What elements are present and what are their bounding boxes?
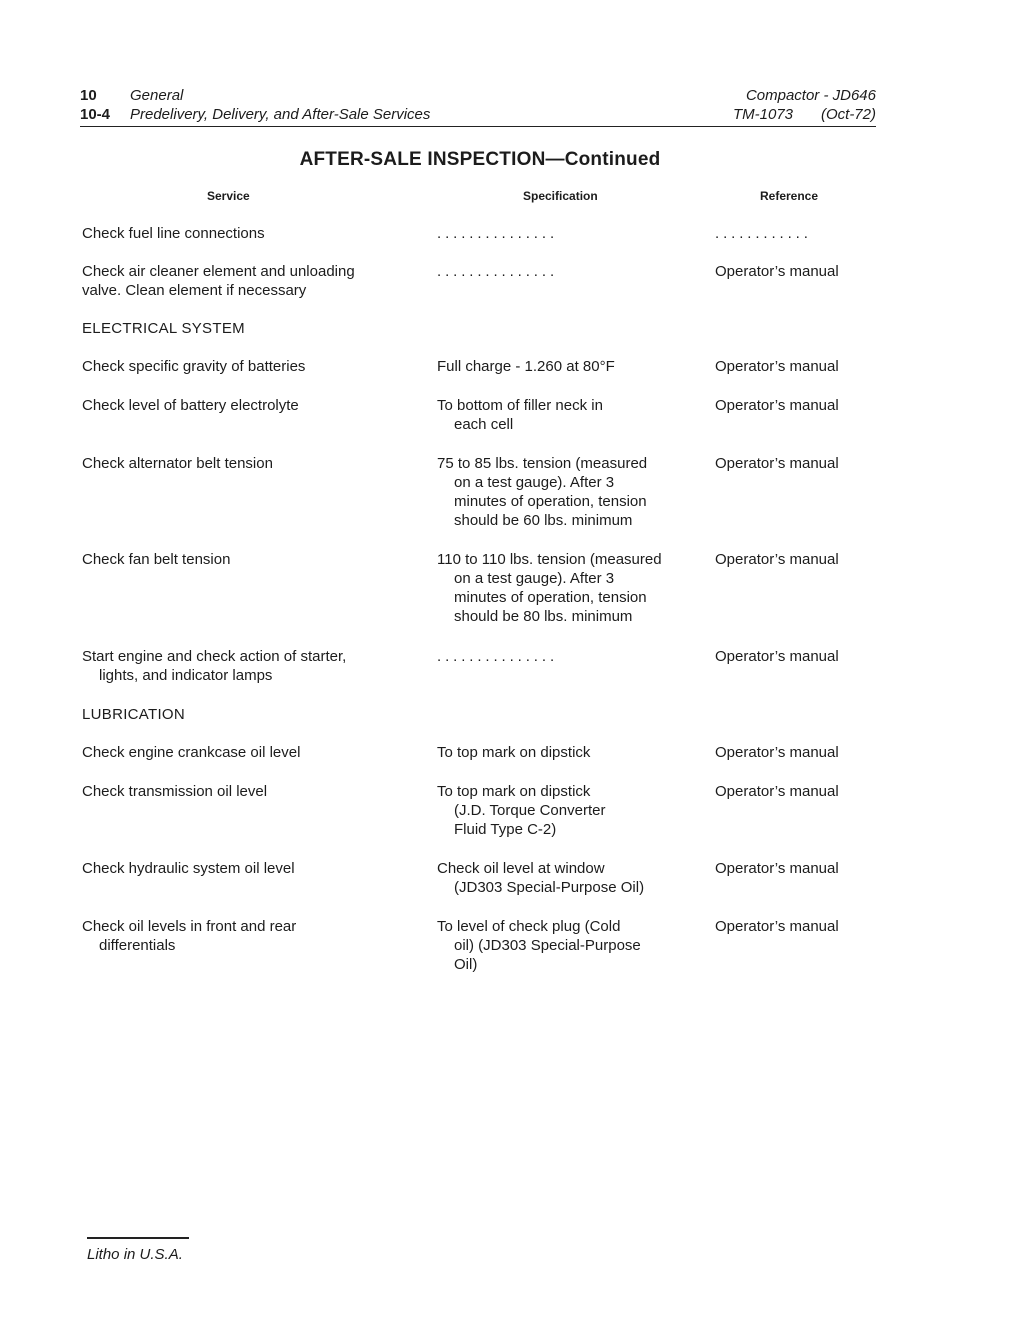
service-line: Check oil levels in front and rear [82, 918, 297, 935]
specification-cell [437, 262, 697, 281]
spec-line: To top mark on dipstick [437, 783, 591, 800]
reference-cell [715, 782, 895, 801]
column-header-reference: Reference [760, 189, 819, 203]
footer-litho: Litho in U.S.A. [87, 1246, 183, 1263]
service-cell [82, 647, 422, 685]
spec-line: (JD303 Special-Purpose Oil) [454, 879, 645, 896]
service-cell [82, 454, 422, 473]
service-line: Check fuel line connections [82, 225, 265, 242]
section-heading-electrical: ELECTRICAL SYSTEM [82, 320, 245, 337]
reference-leader-dots: ............ [715, 225, 812, 242]
spec-line: on a test gauge). After 3 [454, 570, 615, 587]
service-line: Check level of battery electrolyte [82, 397, 299, 414]
specification-cell [437, 454, 697, 530]
spec-line: on a test gauge). After 3 [454, 474, 615, 491]
reference-cell [715, 357, 895, 376]
spec-line: should be 60 lbs. minimum [454, 512, 633, 529]
manual-date: (Oct-72) [820, 106, 876, 123]
reference-cell [715, 647, 895, 666]
specification-cell [437, 224, 697, 243]
service-line: Check engine crankcase oil level [82, 744, 301, 761]
service-line: Check air cleaner element and unloading [82, 263, 355, 280]
reference-cell [715, 743, 895, 762]
reference-text: Operator’s manual [715, 860, 839, 877]
service-cell [82, 224, 422, 243]
service-cell [82, 262, 422, 300]
service-line: Check transmission oil level [82, 783, 268, 800]
service-cell [82, 917, 422, 955]
chapter-number: 10 [80, 87, 97, 104]
service-line: Start engine and check action of starter, [82, 648, 347, 665]
reference-cell [715, 454, 895, 473]
specification-cell [437, 357, 697, 376]
service-cell [82, 396, 422, 415]
specification-cell [437, 647, 697, 666]
column-header-service: Service [207, 189, 250, 203]
section-title: Predelivery, Delivery, and After-Sale Services [130, 106, 431, 123]
specification-cell [437, 917, 697, 974]
reference-text: Operator’s manual [715, 918, 839, 935]
spec-line: each cell [454, 416, 514, 433]
specification-cell [437, 782, 697, 839]
reference-cell [715, 262, 895, 281]
spec-line: Fluid Type C-2) [454, 821, 557, 838]
spec-line: minutes of operation, tension [454, 493, 647, 510]
reference-cell [715, 224, 895, 243]
service-line: lights, and indicator lamps [99, 667, 273, 684]
reference-text: Operator’s manual [715, 551, 839, 568]
specification-cell [437, 743, 697, 762]
service-cell [82, 550, 422, 569]
header-rule [80, 126, 876, 127]
reference-text: Operator’s manual [715, 397, 839, 414]
spec-line: 75 to 85 lbs. tension (measured [437, 455, 648, 472]
manual-id: TM-1073 [733, 106, 794, 123]
spec-leader-dots: ............... [437, 648, 559, 665]
reference-text: Operator’s manual [715, 263, 839, 280]
service-line: Check alternator belt tension [82, 455, 273, 472]
service-line: Check specific gravity of batteries [82, 358, 306, 375]
spec-line: (J.D. Torque Converter [454, 802, 606, 819]
spec-line: should be 80 lbs. minimum [454, 608, 633, 625]
spec-line: minutes of operation, tension [454, 589, 647, 606]
service-line: valve. Clean element if necessary [82, 282, 307, 299]
service-cell [82, 782, 422, 801]
specification-cell [437, 396, 697, 434]
section-heading-lubrication: LUBRICATION [82, 706, 186, 723]
spec-leader-dots: ............... [437, 225, 559, 242]
reference-cell [715, 550, 895, 569]
service-line: differentials [99, 937, 176, 954]
spec-line: 110 to 110 lbs. tension (measured [437, 551, 662, 568]
column-header-specification: Specification [523, 189, 598, 203]
service-cell [82, 357, 422, 376]
specification-cell [437, 550, 697, 626]
reference-cell [715, 396, 895, 415]
reference-cell [715, 917, 895, 936]
service-cell [82, 859, 422, 878]
spec-line: To level of check plug (Cold [437, 918, 621, 935]
section-number: 10-4 [80, 106, 111, 123]
service-line: Check hydraulic system oil level [82, 860, 295, 877]
reference-text: Operator’s manual [715, 358, 839, 375]
reference-cell [715, 859, 895, 878]
chapter-title: General [130, 87, 184, 104]
reference-text: Operator’s manual [715, 648, 839, 665]
service-line: Check fan belt tension [82, 551, 231, 568]
spec-line: Full charge - 1.260 at 80°F [437, 358, 615, 375]
spec-line: oil) (JD303 Special-Purpose [454, 937, 641, 954]
footer-rule [87, 1237, 189, 1239]
spec-line: To top mark on dipstick [437, 744, 591, 761]
product-name: Compactor - JD646 [745, 87, 876, 104]
spec-line: Oil) [454, 956, 478, 973]
service-cell [82, 743, 422, 762]
spec-line: Check oil level at window [437, 860, 605, 877]
specification-cell [437, 859, 697, 897]
page-title: AFTER-SALE INSPECTION—Continued [299, 149, 661, 170]
reference-text: Operator’s manual [715, 744, 839, 761]
reference-text: Operator’s manual [715, 455, 839, 472]
reference-text: Operator’s manual [715, 783, 839, 800]
spec-leader-dots: ............... [437, 263, 559, 280]
spec-line: To bottom of filler neck in [437, 397, 603, 414]
